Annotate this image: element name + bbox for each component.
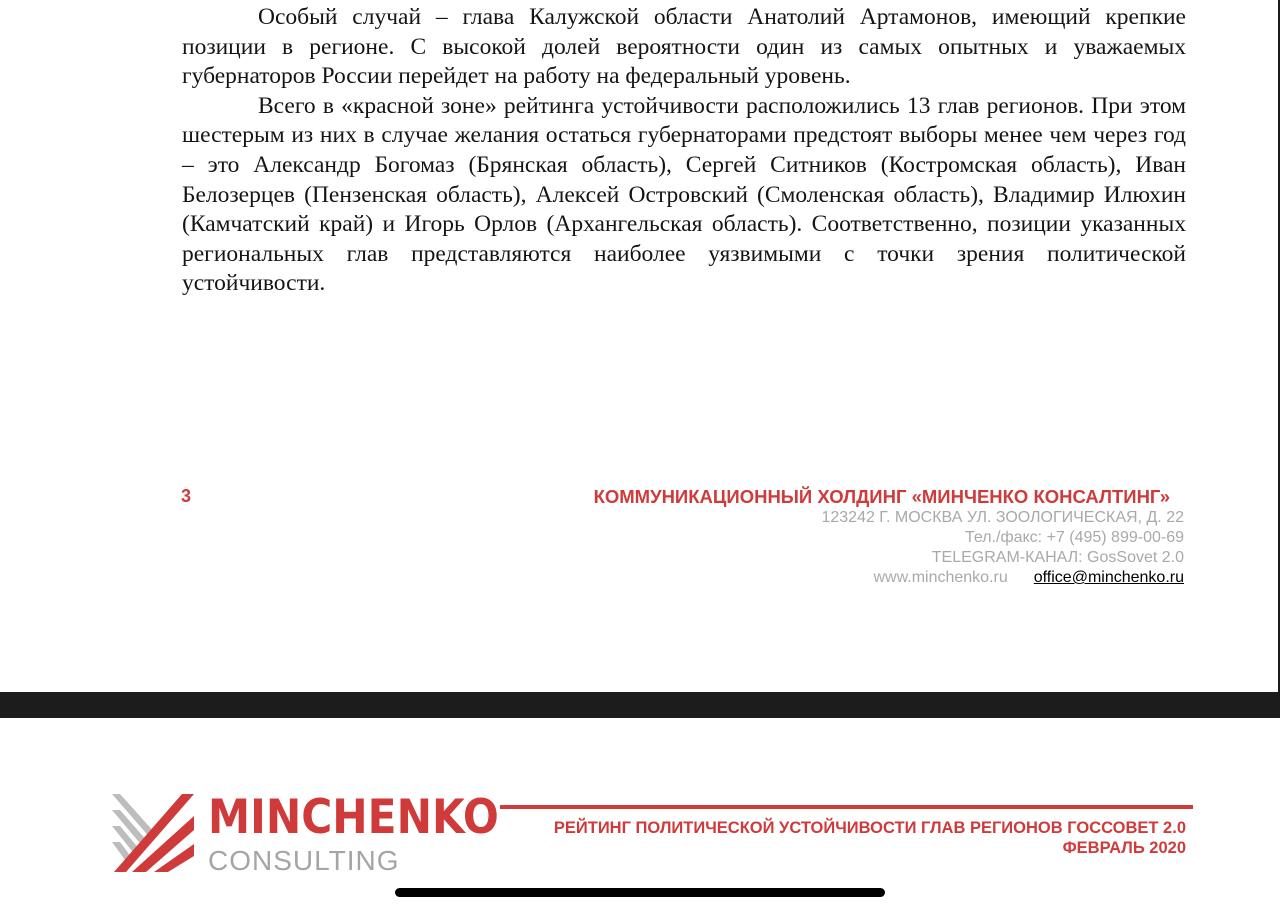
report-title: РЕЙТИНГ ПОЛИТИЧЕСКОЙ УСТОЙЧИВОСТИ ГЛАВ РЕГИОНОВ ГОССОВЕТ 2.0 <box>553 819 1186 837</box>
diagonal-stripes-logo-icon <box>108 790 200 876</box>
paragraph-red-zone: Всего в «красной зоне» рейтинга устойчивости расположились 13 глав регионов. При этом шестерым из них в случае желания остаться губернаторами предстоят выборы менее чем через год – это Александр Богомаз (Брянская область), Сергей Ситников (Костромская область), Иван Белозерцев (Пензенская область), Алексей Островский (Смоленская область), Владимир Илюхин (Камчатский край) и Игорь Орлов (Архангельская область). Соответственно, позиции указанных региональных глав представляются наиболее уязвимыми с точки зрения политической устойчивости. <box>182 92 1186 297</box>
footer-links <box>594 568 1184 588</box>
footer-telegram: TELEGRAM-КАНАЛ: GosSovet 2.0 <box>931 549 1184 566</box>
footer-company-name: КОММУНИКАЦИОННЫЙ ХОЛДИНГ «МИНЧЕНКО КОНСАЛТИНГ» <box>593 486 1170 507</box>
page-footer <box>594 486 1184 588</box>
footer-email-link[interactable]: office@minchenko.ru <box>1033 569 1184 586</box>
report-header-title <box>554 818 1186 858</box>
paragraph-artamonov: Особый случай – глава Калужской области Анатолий Артамонов, имеющий крепкие позиции в регионе. С высокой долей вероятности один из самых опытных и уважаемых губернаторов России перейдет на работу на федеральный уровень. <box>182 4 1186 90</box>
footer-address: 123242 Г. МОСКВА УЛ. ЗООЛОГИЧЕСКАЯ, Д. 22 <box>821 509 1184 526</box>
page-number: 3 <box>181 486 192 506</box>
logo-subtitle: CONSULTING <box>208 845 400 876</box>
page-body-text <box>182 3 1186 299</box>
footer-phone: Тел./факс: +7 (495) 899-00-69 <box>964 529 1184 546</box>
page-separator <box>0 692 1280 718</box>
minchenko-logo <box>108 790 499 880</box>
report-date: ФЕВРАЛЬ 2020 <box>1062 839 1186 857</box>
header-divider-line <box>500 805 1193 809</box>
home-indicator-bar[interactable] <box>395 888 885 897</box>
logo-wordmark: MINCHENKO <box>208 790 499 845</box>
footer-website-link[interactable]: www.minchenko.ru <box>873 569 1008 586</box>
